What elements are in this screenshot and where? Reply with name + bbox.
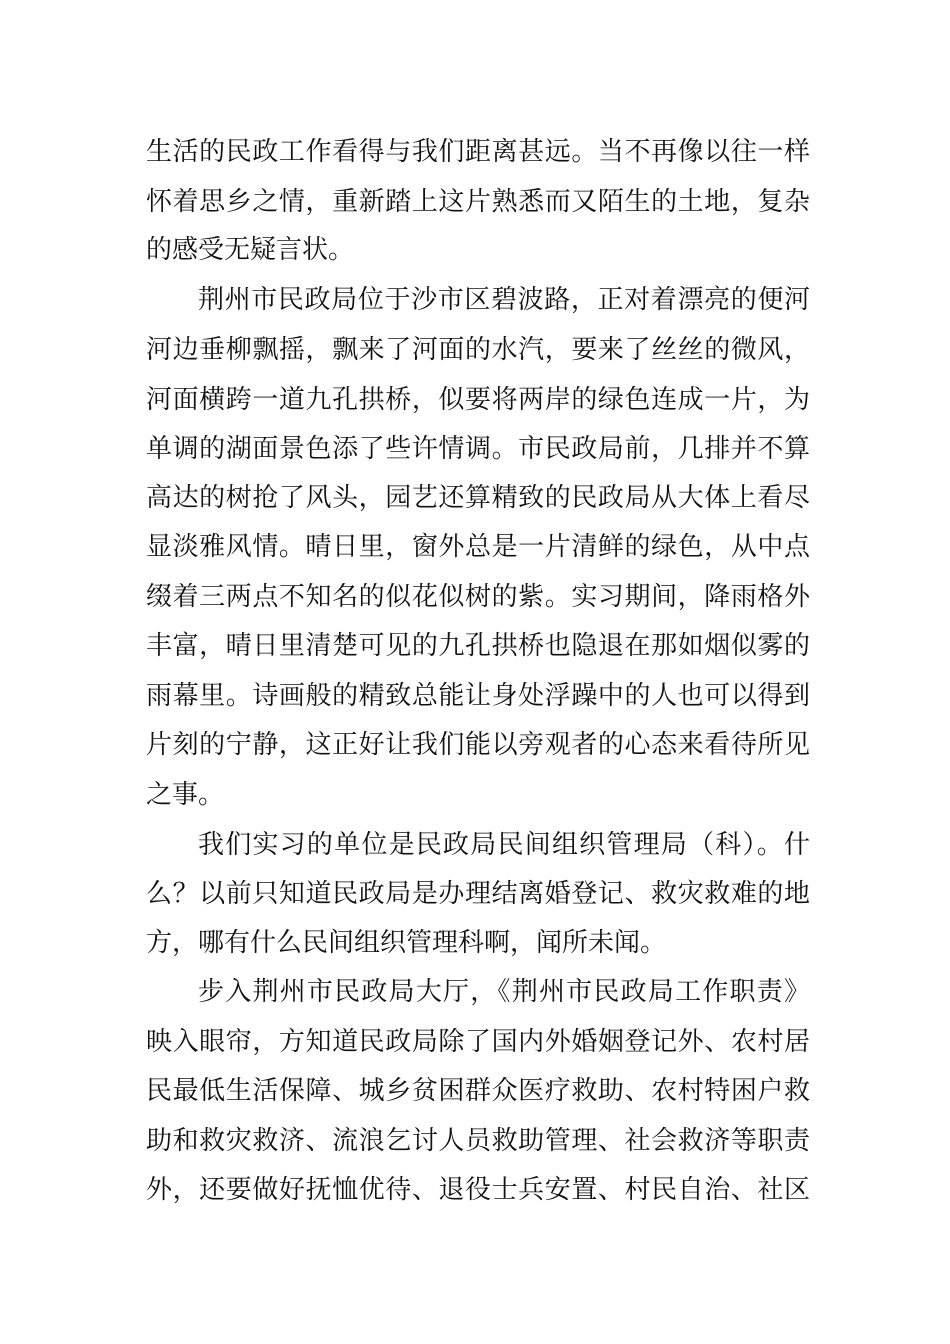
text-line: 方，哪有什么民间组织管理科啊，闻所未闻。 bbox=[146, 928, 667, 958]
text-line: 的感受无疑言状。 bbox=[146, 235, 355, 265]
text-line: 怀着思乡之情，重新踏上这片熟悉而又陌生的土地，复杂 bbox=[146, 187, 810, 217]
text-line: 民最低生活保障、城乡贫困群众医疗救助、农村特困户救 bbox=[146, 1076, 810, 1106]
text-line: 单调的湖面景色添了些许情调。市民政局前，几排并不算 bbox=[146, 434, 810, 464]
text-line: 外，还要做好抚恤优待、退役士兵安置、村民自治、社区 bbox=[146, 1175, 810, 1205]
text-line: 显淡雅风情。晴日里，窗外总是一片清鲜的绿色，从中点 bbox=[146, 532, 810, 562]
text-line: 映入眼帘，方知道民政局除了国内外婚姻登记外、农村居 bbox=[146, 1027, 810, 1057]
text-line: 河面横跨一道九孔拱桥，似要将两岸的绿色连成一片，为 bbox=[146, 385, 810, 415]
text-line: 雨幕里。诗画般的精致总能让身处浮躁中的人也可以得到 bbox=[146, 681, 810, 711]
text-line: 荆州市民政局位于沙市区碧波路，正对着漂亮的便河 bbox=[198, 285, 810, 315]
text-line: 助和救灾救济、流浪乞讨人员救助管理、社会救济等职责 bbox=[146, 1126, 810, 1156]
text-line: 之事。 bbox=[146, 780, 225, 810]
text-line: 丰富，晴日里清楚可见的九孔拱桥也隐退在那如烟似雾的 bbox=[146, 631, 810, 661]
text-line: 步入荆州市民政局大厅，《荆州市民政局工作职责》 bbox=[198, 977, 810, 1007]
text-line: 么？以前只知道民政局是办理结离婚登记、救灾救难的地 bbox=[146, 879, 810, 909]
text-line: 片刻的宁静，这正好让我们能以旁观者的心态来看待所见 bbox=[146, 730, 810, 760]
text-line: 缀着三两点不知名的似花似树的紫。实习期间，降雨格外 bbox=[146, 582, 810, 612]
text-line: 河边垂柳飘摇，飘来了河面的水汽，要来了丝丝的微风， bbox=[146, 335, 810, 365]
text-line: 生活的民政工作看得与我们距离甚远。当不再像以往一样 bbox=[146, 137, 810, 167]
text-line: 我们实习的单位是民政局民间组织管理局（科）。什 bbox=[198, 830, 810, 860]
text-line: 高达的树抢了风头，园艺还算精致的民政局从大体上看尽 bbox=[146, 483, 810, 513]
